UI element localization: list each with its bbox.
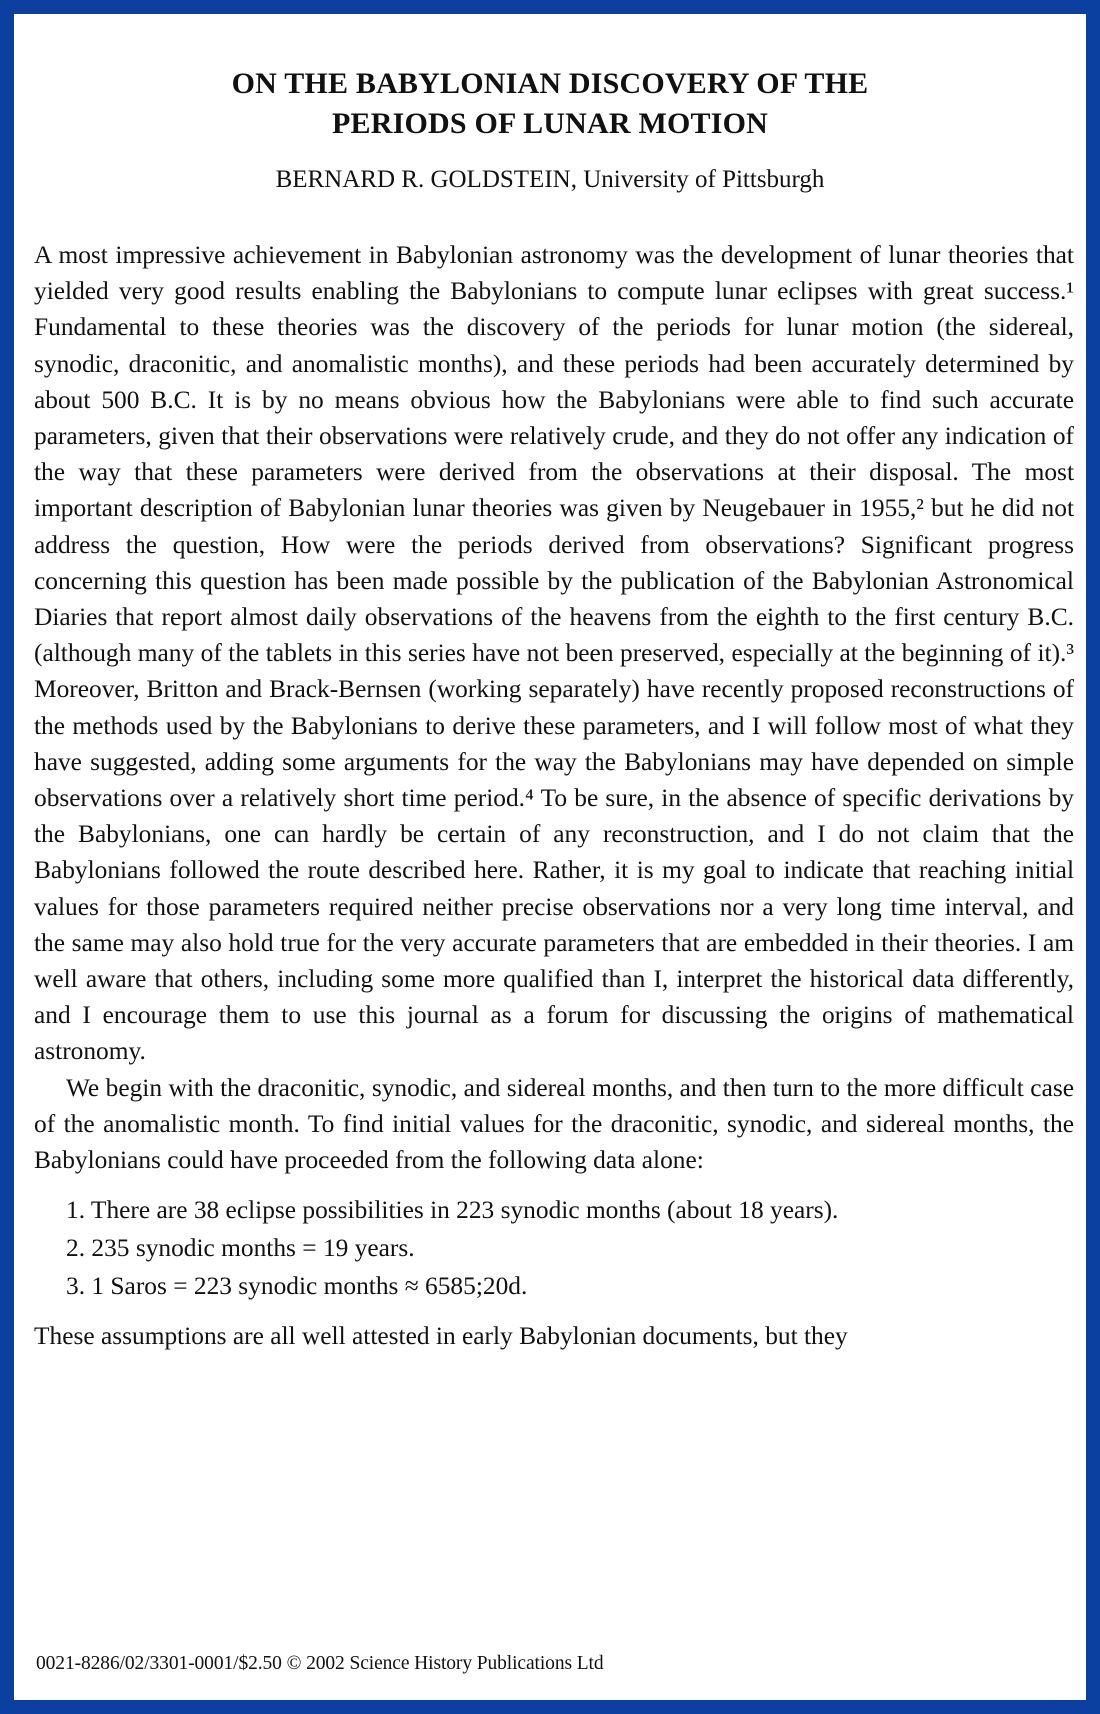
paragraph-3: These assumptions are all well attested in early Babylonian documents, but they: [34, 1322, 848, 1351]
title-line-2: PERIODS OF LUNAR MOTION: [331, 107, 768, 140]
list-item: 1. There are 38 eclipse possibilities in 223 synodic months (about 18 years).: [66, 1196, 839, 1225]
title-line-1: ON THE BABYLONIAN DISCOVERY OF THE: [231, 67, 869, 100]
paragraph-2: We begin with the draconitic, synodic, and sidereal months, and then turn to the more difficult case of the anomalistic month. To find initial values for the draconitic, synodic, and sidereal months, the Babylonians could have proceeded from the following data alone:: [34, 1073, 1074, 1175]
assumption-list: [34, 1191, 1074, 1305]
author-line: BERNARD R. GOLDSTEIN, University of Pittsburgh: [275, 166, 825, 193]
list-item: 2. 235 synodic months = 19 years.: [66, 1234, 415, 1263]
article-body: [34, 237, 1074, 1354]
paragraph-1: A most impressive achievement in Babylonian astronomy was the development of lunar theories that yielded very good results enabling the Babylonians to compute lunar eclipses with great success.¹ Fundamental to these theories was the discovery of the periods for lunar motion (the sidereal, synodic, draconitic, and anomalistic months), and these periods had been accurately determined by about 500 B.C. It is by no means obvious how the Babylonians were able to find such accurate parameters, given that their observations were relatively crude, and they do not offer any indication of the way that these parameters were derived from the observations at their disposal. The most important description of Babylonian lunar theories was given by Neugebauer in 1955,² but he did not address the question, How were the periods derived from observations? Significant progress concerning this question has been made possible by the publication of the Babylonian Astronomical Diaries that report almost daily observations of the heavens from the eighth to the first century B.C. (although many of the tablets in this series have not been preserved, especially at the beginning of it).³ Moreover, Britton and Brack-Bernsen (working separately) have recently proposed reconstructions of the methods used by the Babylonians to derive these parameters, and I will follow most of what they have suggested, adding some arguments for the way the Babylonians may have depended on simple observations over a relatively short time period.⁴ To be sure, in the absence of specific derivations by the Babylonians, one can hardly be certain of any reconstruction, and I do not claim that the Babylonians followed the route described here. Rather, it is my goal to indicate that reaching initial values for those parameters required neither precise observations nor a very long time interval, and the same may also hold true for the very accurate parameters that are embedded in their theories. I am well aware that others, including some more qualified than I, interpret the historical data differently, and I encourage them to use this journal as a forum for discussing the origins of mathematical astronomy.: [34, 241, 1074, 1066]
copyright-footer: 0021-8286/02/3301-0001/$2.50 © 2002 Science History Publications Ltd: [36, 1653, 604, 1674]
list-item: 3. 1 Saros = 223 synodic months ≈ 6585;20d.: [66, 1272, 528, 1301]
paper-page: [14, 14, 1086, 1700]
article-title: [14, 64, 1086, 144]
